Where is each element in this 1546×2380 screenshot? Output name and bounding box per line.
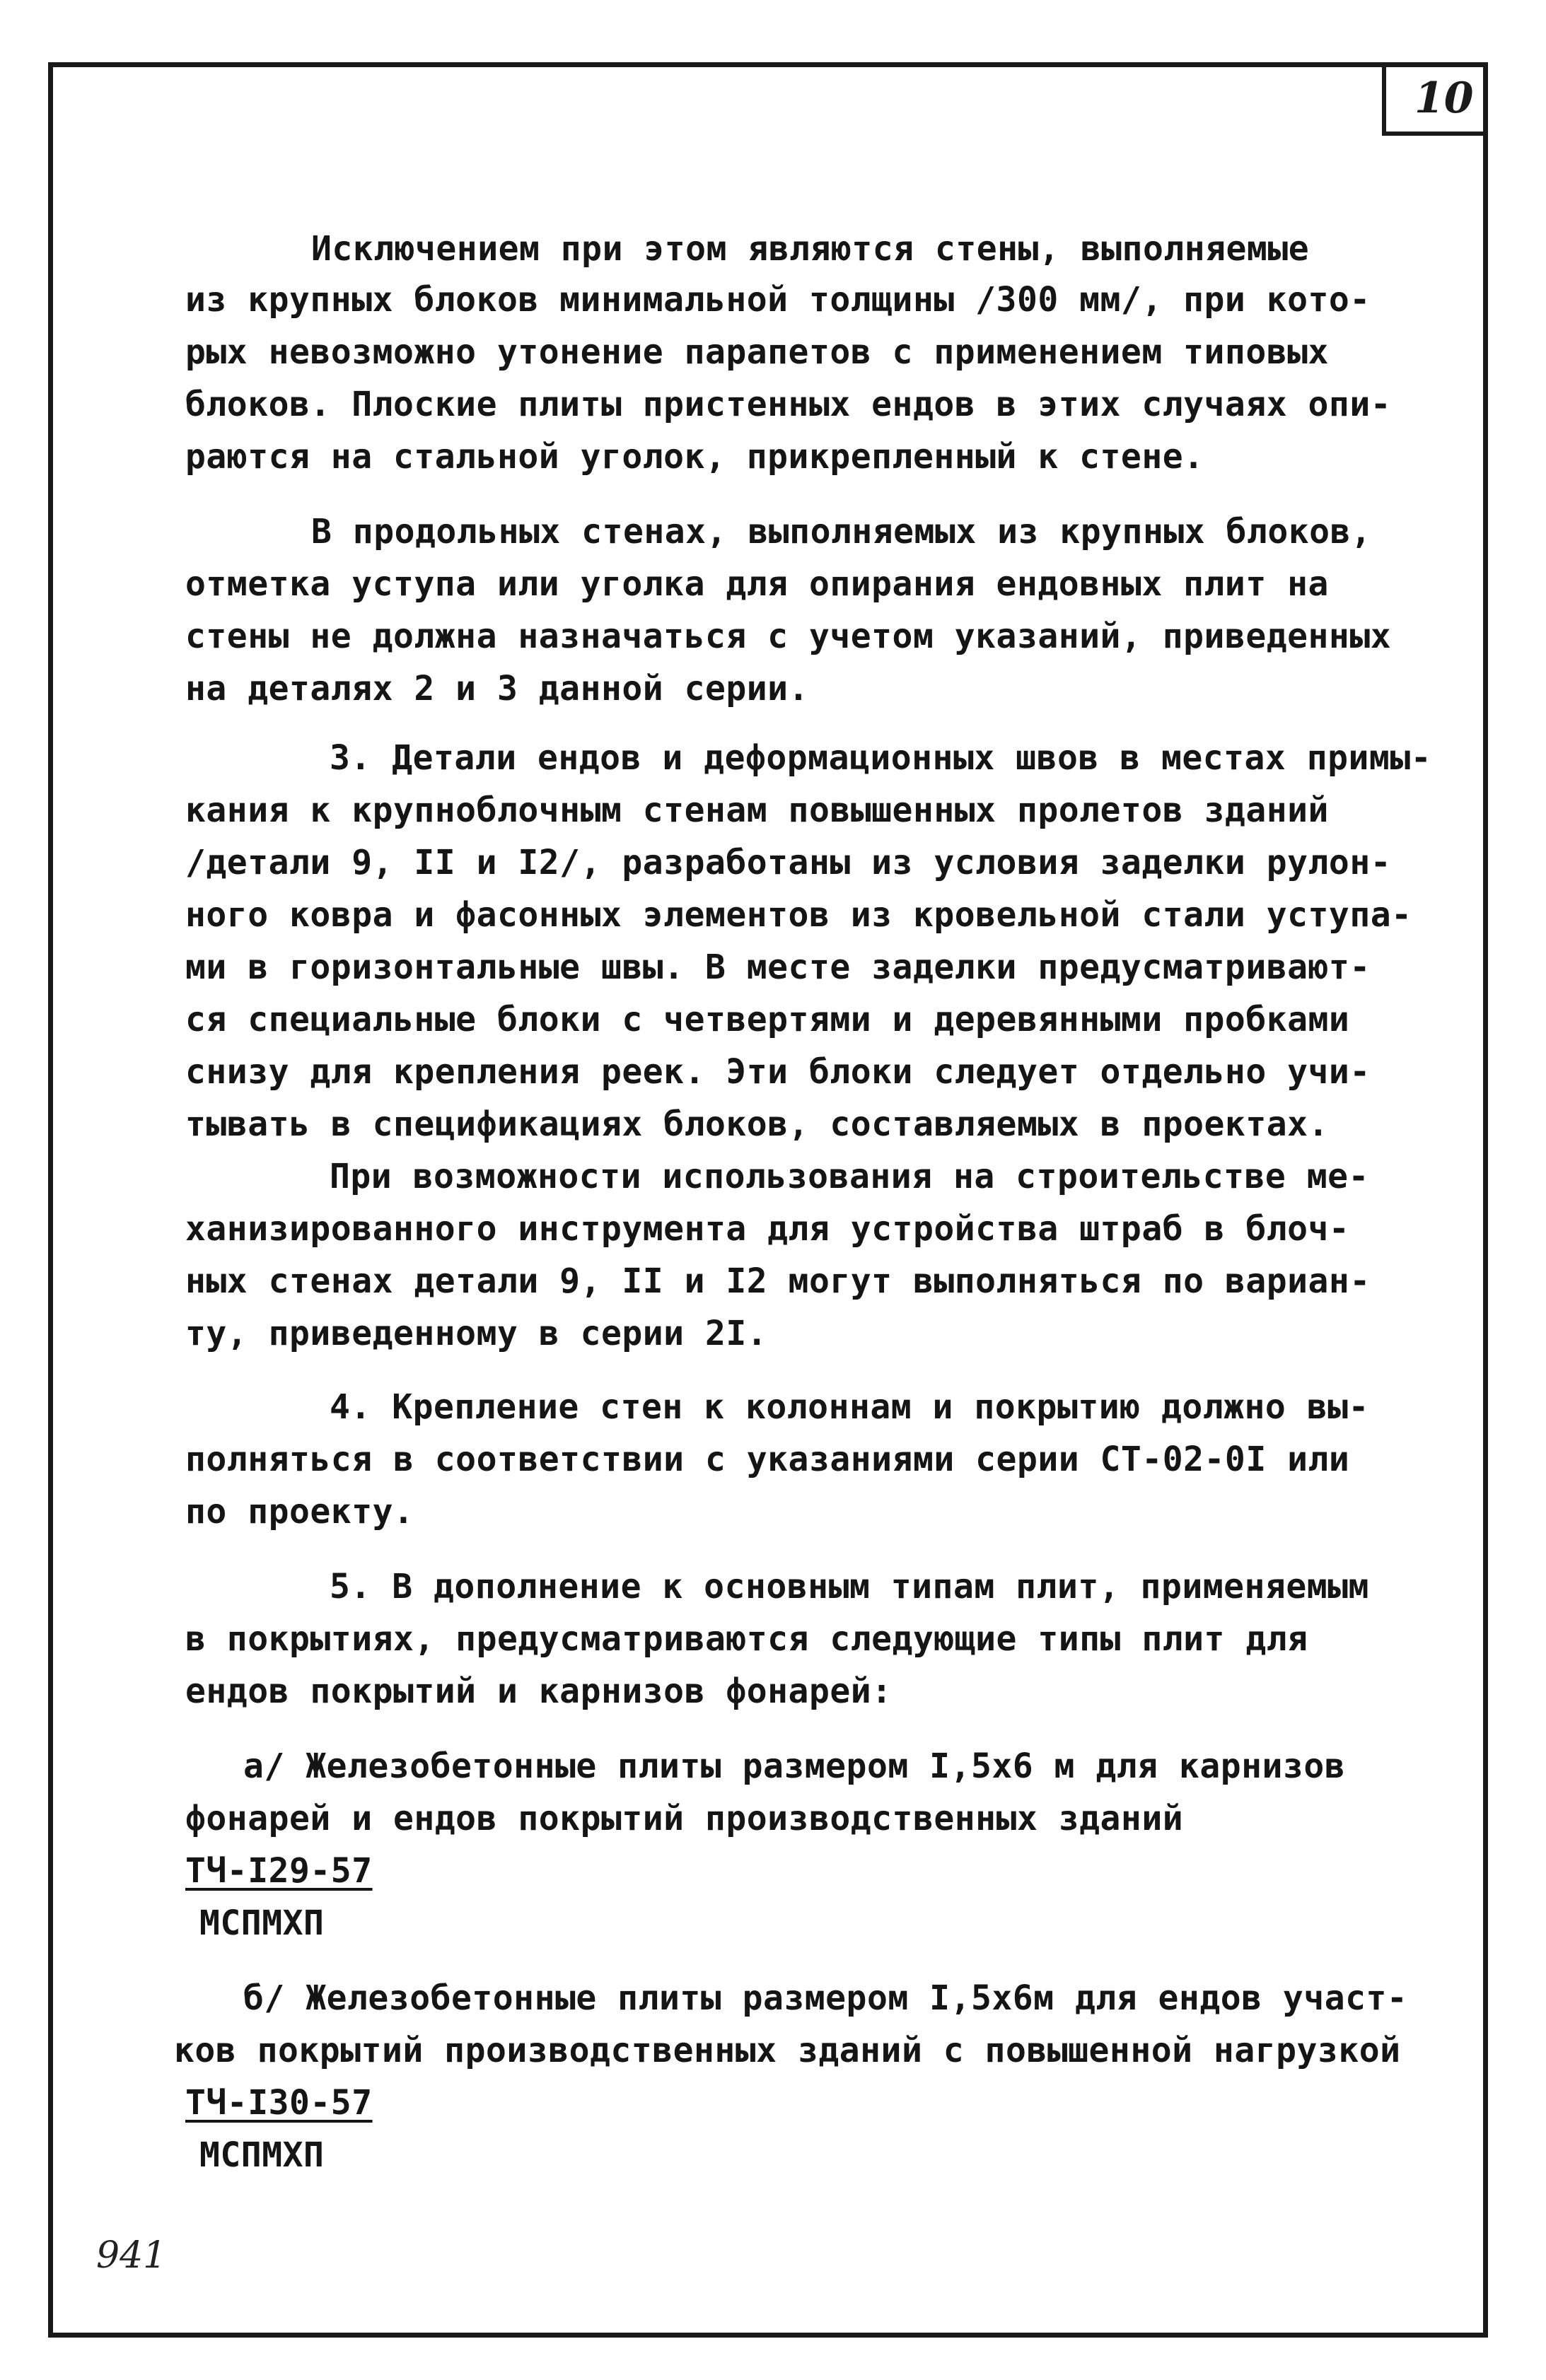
text-line: 4. Крепление стен к колоннам и покрытию должно вы-: [330, 1387, 1369, 1427]
text-line: Исключением при этом являются стены, выполняемые: [311, 229, 1310, 269]
text-line: стены не должна назначаться с учетом указаний, приведенных: [185, 617, 1392, 656]
text-line: б/ Железобетонные плиты размером I,5х6м для ендов участ-: [243, 1978, 1408, 2018]
document-code: ТЧ-I29-57: [185, 1851, 373, 1891]
text-line: на деталях 2 и 3 данной серии.: [185, 669, 809, 708]
text-line: снизу для крепления реек. Эти блоки следует отдельно учи-: [185, 1052, 1371, 1092]
text-line: ных стенах детали 9, II и I2 могут выполняться по вариан-: [185, 1261, 1371, 1301]
text-line: раются на стальной уголок, прикрепленный к стене.: [185, 437, 1204, 477]
text-line: блоков. Плоские плиты пристенных ендов в этих случаях опи-: [185, 385, 1392, 424]
text-line: из крупных блоков минимальной толщины /300 мм/, при кото-: [185, 280, 1371, 320]
text-line: ков покрытий производственных зданий с повышенной нагрузкой: [174, 2031, 1401, 2070]
text-line: В продольных стенах, выполняемых из крупных блоков,: [311, 512, 1372, 552]
text-line: ся специальные блоки с четвертями и деревянными пробками: [185, 1000, 1350, 1039]
text-line: в покрытиях, предусматриваются следующие типы плит для: [185, 1619, 1308, 1659]
text-line: фонарей и ендов покрытий производственных зданий: [185, 1799, 1184, 1838]
text-line: рых невозможно утонение парапетов с применением типовых: [185, 332, 1329, 372]
text-line: ного ковра и фасонных элементов из кровельной стали уступа-: [185, 895, 1412, 935]
text-line: ендов покрытий и карнизов фонарей:: [185, 1672, 893, 1711]
text-line: МСПМХП: [199, 2135, 325, 2175]
text-line: ми в горизонтальные швы. В месте заделки предусматривают-: [185, 947, 1371, 987]
text-line: МСПМХП: [199, 1903, 325, 1943]
text-line: 5. В дополнение к основным типам плит, применяемым: [330, 1567, 1369, 1606]
text-line: 3. Детали ендов и деформационных швов в местах примы-: [330, 738, 1432, 778]
text-line: При возможности использования на строительстве ме-: [330, 1157, 1369, 1196]
text-line: по проекту.: [185, 1492, 414, 1532]
text-line: отметка уступа или уголка для опирания ендовных плит на: [185, 564, 1329, 604]
text-line: ту, приведенному в серии 2I.: [185, 1314, 768, 1353]
document-code: ТЧ-I30-57: [185, 2083, 373, 2123]
text-line: кания к крупноблочным стенам повышенных пролетов зданий: [185, 791, 1329, 830]
text-line: /детали 9, II и I2/, разработаны из условия заделки рулон-: [185, 843, 1392, 882]
text-line: ханизированного инструмента для устройства штраб в блоч-: [185, 1209, 1350, 1249]
text-line: полняться в соответствии с указаниями серии СТ-02-0I или: [185, 1440, 1350, 1479]
text-line: тывать в спецификациях блоков, составляемых в проектах.: [185, 1104, 1329, 1144]
archive-number: 941: [96, 2234, 167, 2277]
text-line: а/ Железобетонные плиты размером I,5х6 м для карнизов: [243, 1746, 1346, 1786]
page-number: 10: [1414, 74, 1474, 123]
